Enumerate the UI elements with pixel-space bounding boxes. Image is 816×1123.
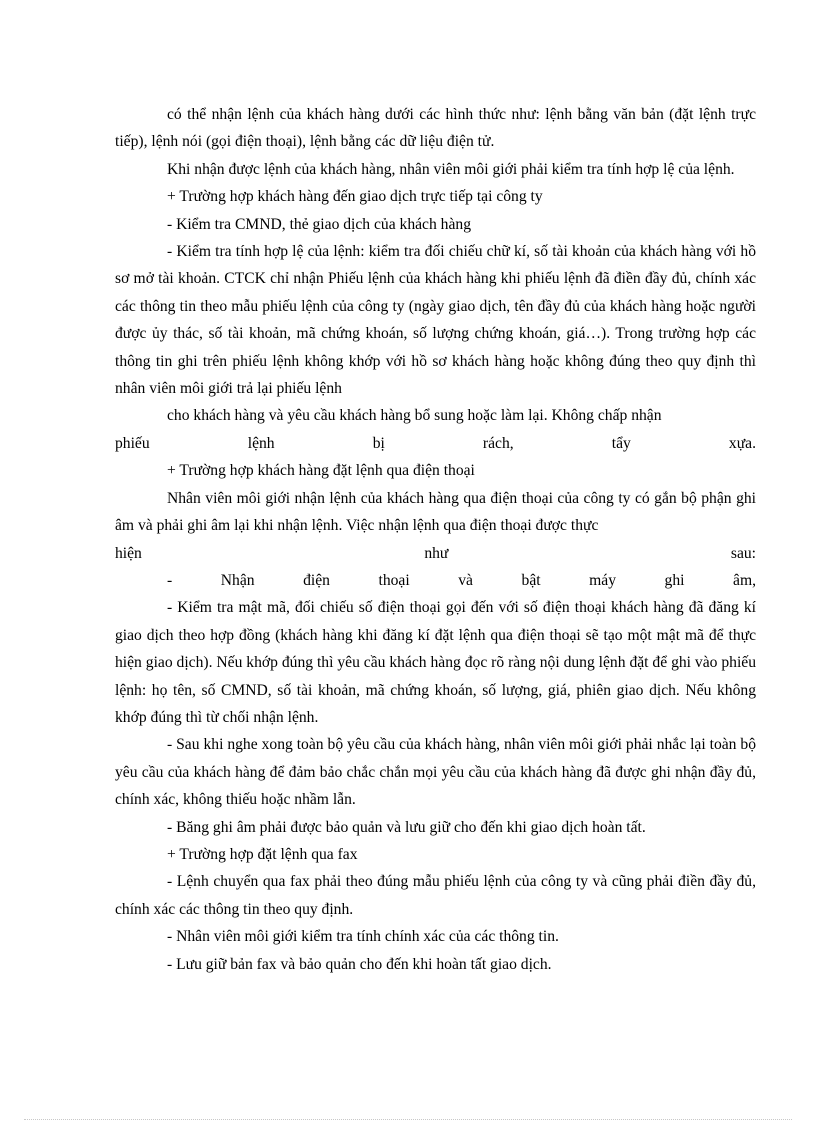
document-page xyxy=(115,101,756,978)
paragraph-phone-recording: Nhân viên môi giới nhận lệnh của khách hàng qua điện thoại của công ty có gắn bộ phận ghi âm và phải ghi âm lại khi nhận lệnh. Việc nhận lệnh qua điện thoại được thực xyxy=(115,489,756,535)
paragraph-answer-phone: - Nhận điện thoại và bật máy ghi âm, xyxy=(167,571,756,589)
paragraph-fax-form: - Lệnh chuyển qua fax phải theo đúng mẫu phiếu lệnh của công ty và cũng phải điền đầy đủ, chính xác các thông tin theo quy định. xyxy=(115,873,756,918)
paragraph-1: có thể nhận lệnh của khách hàng dưới các hình thức như: lệnh bằng văn bản (đặt lệnh trực tiếp), lệnh nói (gọi điện thoại), lệnh bằng các dữ liệu điện tử. xyxy=(115,106,756,151)
page-bottom-divider xyxy=(24,1119,792,1120)
heading-phone-order: + Trường hợp khách hàng đặt lệnh qua điện thoại xyxy=(167,462,475,480)
paragraph-fax-check: - Nhân viên môi giới kiểm tra tính chính xác của các thông tin. xyxy=(167,928,559,946)
paragraph-2: Khi nhận được lệnh của khách hàng, nhân viên môi giới phải kiểm tra tính hợp lệ của lệnh. xyxy=(167,160,735,178)
paragraph-as-follows: hiện như sau: xyxy=(115,544,756,562)
paragraph-check-validity: - Kiểm tra tính hợp lệ của lệnh: kiểm tra đối chiếu chữ kí, số tài khoản của khách hàng với hồ sơ mở tài khoản. CTCK chỉ nhận Phiếu lệnh của khách hàng khi phiếu lệnh đã điền đầy đủ, chính xác các thông tin theo mẫu phiếu lệnh của công ty (ngày giao dịch, tên đầy đủ của khách hàng hoặc người được ủy thác, số tài khoản, mã chứng khoán, số lượng chứng khoán, giá…). Trong trường hợp các thông tin ghi trên phiếu lệnh không khớp với hồ sơ khách hàng hoặc không đúng theo quy định thì nhân viên môi giới trả lại phiếu lệnh xyxy=(115,243,756,398)
paragraph-fax-storage: - Lưu giữ bản fax và bảo quản cho đến khi hoàn tất giao dịch. xyxy=(167,955,552,973)
paragraph-tape-storage: - Băng ghi âm phải được bảo quản và lưu giữ cho đến khi giao dịch hoàn tất. xyxy=(167,818,646,836)
paragraph-torn-order: phiếu lệnh bị rách, tẩy xựa. xyxy=(115,434,756,452)
paragraph-return-order: cho khách hàng và yêu cầu khách hàng bổ sung hoặc làm lại. Không chấp nhận xyxy=(167,407,662,425)
heading-direct-order: + Trường hợp khách hàng đến giao dịch trực tiếp tại công ty xyxy=(167,188,543,206)
paragraph-check-id: - Kiểm tra CMND, thẻ giao dịch của khách hàng xyxy=(167,215,471,233)
heading-fax-order: + Trường hợp đặt lệnh qua fax xyxy=(167,845,358,863)
paragraph-repeat-request: - Sau khi nghe xong toàn bộ yêu cầu của khách hàng, nhân viên môi giới phải nhắc lại toàn bộ yêu cầu của khách hàng để đảm bảo chắc chắn mọi yêu cầu của khách hàng đã được ghi nhận đầy đủ, chính xác, không thiếu hoặc nhầm lẫn. xyxy=(115,736,756,809)
paragraph-check-password: - Kiểm tra mật mã, đối chiếu số điện thoại gọi đến với số điện thoại khách hàng đã đăng kí giao dịch theo hợp đồng (khách hàng khi đăng kí đặt lệnh qua điện thoại sẽ tạo một mật mã để thực hiện giao dịch). Nếu khớp đúng thì yêu cầu khách hàng đọc rõ ràng nội dung lệnh đặt để ghi vào phiếu lệnh: họ tên, số CMND, số tài khoản, mã chứng khoán, số lượng, giá, phiên giao dịch. Nếu không khớp đúng thì từ chối nhận lệnh. xyxy=(115,599,756,726)
